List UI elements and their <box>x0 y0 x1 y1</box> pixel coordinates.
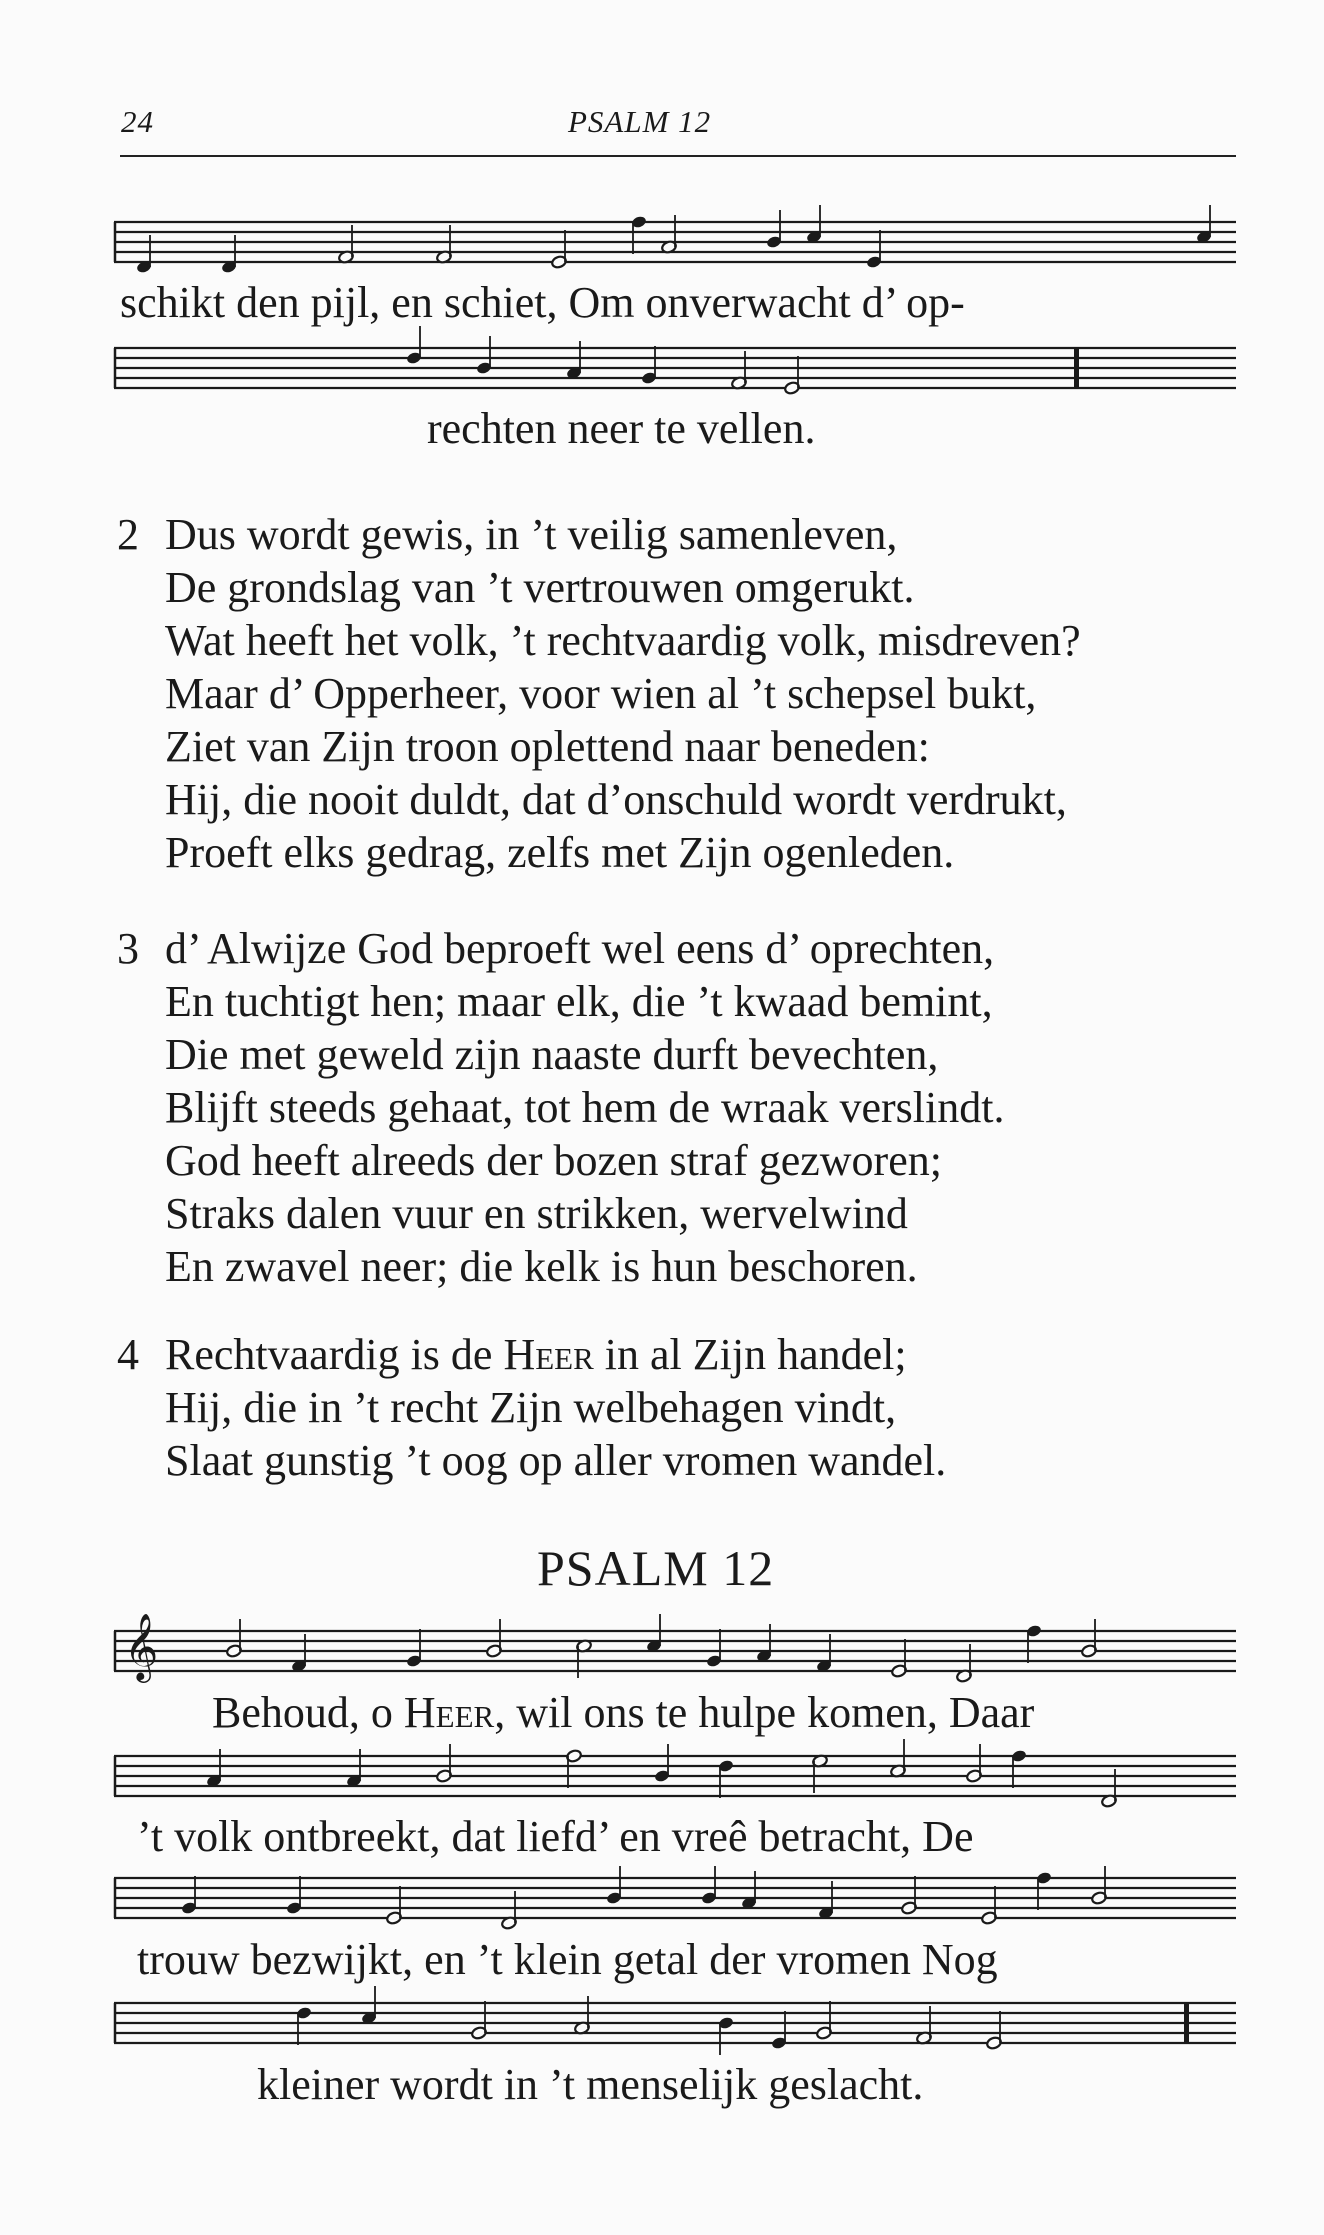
quarter-note-icon <box>641 346 658 385</box>
half-note-icon <box>338 225 355 264</box>
text-part: Rechtvaardig is de <box>165 1330 504 1379</box>
quarter-note-icon <box>718 2016 735 2055</box>
quarter-note-icon <box>606 1866 623 1905</box>
quarter-note-icon <box>361 1986 378 2025</box>
lyric-line <box>212 1688 1034 1738</box>
verse-row <box>117 1328 1257 1381</box>
verse-row <box>117 1134 1257 1187</box>
staff-lines-6 <box>114 2002 1236 2044</box>
half-note-icon <box>1081 1619 1098 1658</box>
verse-row <box>117 667 1257 720</box>
quarter-note-icon <box>866 230 883 269</box>
half-note-icon <box>901 1876 918 1915</box>
quarter-note-icon <box>181 1876 198 1915</box>
quarter-note-icon <box>206 1749 223 1788</box>
verse-row <box>117 1028 1257 1081</box>
verse-line: God heeft alreeds der bozen straf gezworen; <box>165 1136 942 1185</box>
lyric-line: trouw bezwijkt, en ’t klein getal der vromen Nog <box>137 1935 998 1984</box>
quarter-note-icon <box>406 1629 423 1668</box>
staff-lines-4 <box>114 1755 1236 1797</box>
verse-row <box>117 561 1257 614</box>
verse-3 <box>117 922 1257 1293</box>
quarter-note-icon <box>766 210 783 249</box>
verse-row <box>117 1240 1257 1293</box>
half-note-icon <box>486 1619 503 1658</box>
quarter-note-icon <box>286 1876 303 1915</box>
half-note-icon <box>501 1891 518 1930</box>
lyric-line: ’t volk ontbreekt, dat liefd’ en vreê betracht, De <box>137 1812 974 1861</box>
text-part: , wil ons te hulpe komen, Daar <box>494 1688 1035 1737</box>
divine-name: Heer <box>503 1330 594 1379</box>
quarter-note-icon <box>1036 1871 1053 1910</box>
lyric-line: kleiner wordt in ’t menselijk geslacht. <box>257 2060 924 2109</box>
lyric-line: schikt den pijl, en schiet, Om onverwacht d’ op- <box>120 278 965 327</box>
half-note-icon <box>471 2001 488 2040</box>
quarter-note-icon <box>566 341 583 380</box>
verse-row <box>117 773 1257 826</box>
lyric-line: rechten neer te vellen. <box>427 404 816 453</box>
music-staff <box>114 221 1236 263</box>
quarter-note-icon <box>706 1629 723 1668</box>
text-part: in al Zijn handel; <box>593 1330 907 1379</box>
quarter-note-icon <box>1011 1749 1028 1788</box>
half-note-icon <box>576 1639 593 1678</box>
music-staff <box>114 2002 1236 2044</box>
half-note-icon <box>981 1886 998 1925</box>
verse-line: Proeft elks gedrag, zelfs met Zijn ogenleden. <box>165 828 955 877</box>
verse-line: Straks dalen vuur en strikken, wervelwind <box>165 1189 908 1238</box>
quarter-note-icon <box>476 336 493 375</box>
half-note-icon <box>386 1886 403 1925</box>
verse-number: 2 <box>117 510 139 559</box>
staff-lines-5 <box>114 1877 1236 1919</box>
verse-line: Ziet van Zijn troon oplettend naar beneden: <box>165 722 930 771</box>
verse-row <box>117 1187 1257 1240</box>
half-note-icon <box>731 351 748 390</box>
half-note-icon <box>661 215 678 254</box>
half-note-icon <box>1091 1866 1108 1905</box>
half-note-icon <box>436 225 453 264</box>
final-barline <box>1074 348 1079 388</box>
music-staff <box>114 1630 1236 1672</box>
quarter-note-icon <box>646 1614 663 1653</box>
verse-line: Dus wordt gewis, in ’t veilig samenleven, <box>165 510 898 559</box>
quarter-note-icon <box>406 326 423 365</box>
quarter-note-icon <box>718 1759 735 1798</box>
half-note-icon <box>784 356 801 395</box>
quarter-note-icon <box>291 1634 308 1673</box>
verse-line: Slaat gunstig ’t oog op aller vromen wandel. <box>165 1436 947 1485</box>
page-number: 24 <box>121 104 154 139</box>
verse-row <box>117 1381 1257 1434</box>
verse-row <box>117 508 1257 561</box>
quarter-note-icon <box>631 215 648 254</box>
music-staff <box>114 1877 1236 1919</box>
quarter-note-icon <box>136 235 153 274</box>
verse-row <box>117 614 1257 667</box>
half-note-icon <box>891 1639 908 1678</box>
running-title: PSALM 12 <box>568 104 712 139</box>
half-note-icon <box>436 1744 453 1783</box>
verse-row <box>117 1081 1257 1134</box>
half-note-icon <box>986 2011 1003 2050</box>
verse-line: En zwavel neer; die kelk is hun beschoren. <box>165 1242 918 1291</box>
staff-lines-2 <box>114 347 1236 389</box>
half-note-icon <box>574 1996 591 2035</box>
verse-line: Hij, die in ’t recht Zijn welbehagen vindt, <box>165 1383 897 1432</box>
psalm-title: PSALM 12 <box>537 1540 775 1596</box>
quarter-note-icon <box>741 1871 758 1910</box>
verse-line: De grondslag van ’t vertrouwen omgerukt. <box>165 563 915 612</box>
quarter-note-icon <box>1196 205 1213 244</box>
verse-line <box>165 1328 907 1381</box>
verse-row <box>117 975 1257 1028</box>
verse-row <box>117 922 1257 975</box>
quarter-note-icon <box>1026 1624 1043 1663</box>
quarter-note-icon <box>756 1624 773 1663</box>
quarter-note-icon <box>818 1881 835 1920</box>
music-staff <box>114 347 1236 389</box>
half-note-icon <box>1101 1769 1118 1808</box>
verse-line: Blijft steeds gehaat, tot hem de wraak verslindt. <box>165 1083 1005 1132</box>
music-staff <box>114 1755 1236 1797</box>
half-note-icon <box>956 1644 973 1683</box>
quarter-note-icon <box>816 1634 833 1673</box>
half-note-icon <box>812 1754 829 1793</box>
staff-lines-3 <box>114 1630 1236 1672</box>
verse-number: 4 <box>117 1330 139 1379</box>
quarter-note-icon <box>654 1744 671 1783</box>
verse-line: Die met geweld zijn naaste durft bevechten, <box>165 1030 939 1079</box>
quarter-note-icon <box>221 235 238 274</box>
half-note-icon <box>916 2006 933 2045</box>
half-note-icon <box>226 1619 243 1658</box>
verse-line: Maar d’ Opperheer, voor wien al ’t schepsel bukt, <box>165 669 1037 718</box>
verse-number: 3 <box>117 924 139 973</box>
verse-line: Hij, die nooit duldt, dat d’onschuld wordt verdrukt, <box>165 775 1067 824</box>
quarter-note-icon <box>346 1749 363 1788</box>
half-note-icon <box>816 2001 833 2040</box>
half-note-icon <box>551 230 568 269</box>
verse-row <box>117 826 1257 879</box>
verse-line: d’ Alwijze God beproeft wel eens d’ oprechten, <box>165 924 995 973</box>
verse-line: Wat heeft het volk, ’t rechtvaardig volk, misdreven? <box>165 616 1081 665</box>
quarter-note-icon <box>701 1866 718 1905</box>
verse-row <box>117 1434 1257 1487</box>
verse-row <box>117 720 1257 773</box>
quarter-note-icon <box>771 2011 788 2050</box>
text-part: Behoud, o <box>212 1688 404 1737</box>
quarter-note-icon <box>806 205 823 244</box>
final-barline <box>1184 2003 1189 2043</box>
verse-line: En tuchtigt hen; maar elk, die ’t kwaad bemint, <box>165 977 993 1026</box>
header-rule <box>120 155 1236 157</box>
half-note-icon <box>966 1744 983 1783</box>
divine-name: Heer <box>403 1688 495 1737</box>
verse-4 <box>117 1328 1257 1487</box>
verse-2 <box>117 508 1257 879</box>
half-note-icon <box>890 1739 907 1778</box>
quarter-note-icon <box>296 2006 313 2045</box>
treble-clef-icon: 𝄞 <box>124 1612 159 1680</box>
half-note-icon <box>566 1749 583 1788</box>
staff-lines-1 <box>114 221 1236 263</box>
